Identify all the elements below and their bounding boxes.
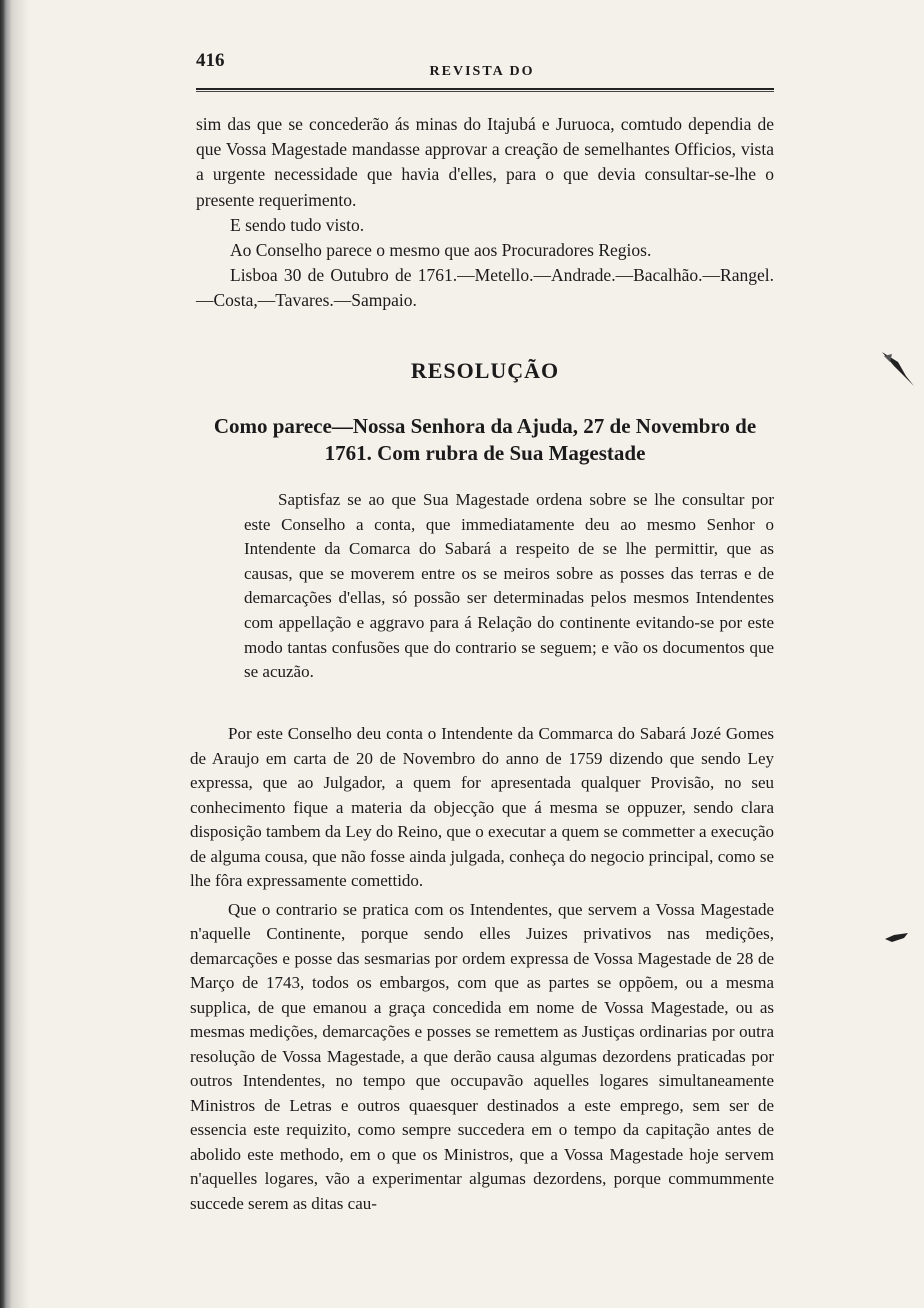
- resolution-text: Como parece—Nossa Senhora da Ajuda, 27 de Novembro de 1761. Com rubra de Sua Magestade: [213, 414, 757, 465]
- scan-ink-mark: [884, 930, 910, 946]
- running-title: REVISTA DO: [429, 64, 535, 79]
- body-paragraph-2: Que o contrario se pratica com os Intendentes, que servem a Vossa Magestade n'aquelle Continente, porque sendo elles Juizes privativos nas medições, demarcações e posse das sesmarias por ordem expressa de Vossa Magestade de 28 de Março de 1743, todos os embargos, com que as partes se oppõem, ou a mesma supplica, de que emanou a graça concedida em nome de Vossa Magestade, ou as mesmas medições, demarcações e posses se remettem as Justiças ordinarias por outra resolução de Vossa Magestade, a que derão causa algumas dezordens praticadas por outros Intendentes, no tempo que occupavão aquelles logares simultaneamente Ministros de Letras e outros quaesquer destinados a este emprego, sem ser de essencia este requizito, como sempre succedera em o tempo da capitação antes de abolido este methodo, em o que os Ministros, que a Vossa Magestade hoje servem n'aquelles logares, vão a experimentar algumas dezordens, porque commummente succede serem as ditas cau-: [190, 899, 774, 1213]
- body-text: [190, 722, 774, 1216]
- quoted-paragraph: Saptisfaz se ao que Sua Magestade ordena sobre se lhe consultar por este Conselho a conta, que immediatamente deu ao mesmo Senhor o Intendente da Comarca do Sabará a respeito de se lhe permittir, que as causas, que se moverem entre os se meiros sobre as posses das terras e de demarcações d'ellas, só possão ser determinadas pelos mesmos Intendentes com appellação e aggravo para á Relação do continente evitando-se por este modo tantas confusões que do contrario se seguem; e vão os documentos que se acuzão.: [244, 490, 774, 682]
- scan-smudge-mark: [878, 346, 918, 390]
- opening-paragraph: sim das que se concederão ás minas do Itajubá e Juruoca, comtudo dependia de que Vossa Magestade mandasse approvar a creação de semelhantes Officios, vista a urgente necessidade que havia d'elles, para o que devia consultar-se-lhe o presente requerimento.: [196, 114, 774, 210]
- quoted-summary: [244, 488, 774, 685]
- opening-line-seen: E sendo tudo visto.: [230, 214, 365, 235]
- council-opinion: Ao Conselho parece o mesmo que aos Procuradores Regios.: [230, 240, 652, 261]
- section-heading: RESOLUÇÃO: [410, 358, 560, 383]
- page-number: 416: [196, 50, 225, 71]
- date-signatures: Lisboa 30 de Outubro de 1761.—Metello.—Andrade.—Bacalhão.—Rangel.—Costa,—Tavares.—Sampaio.: [196, 265, 774, 311]
- header-rule: [196, 88, 774, 92]
- book-binding-edge: [0, 0, 30, 1308]
- opening-section: [196, 112, 774, 314]
- body-paragraph-1: Por este Conselho deu conta o Intendente da Commarca do Sabará Jozé Gomes de Araujo em carta de 20 de Novembro do anno de 1759 dizendo que sendo Ley expressa, que ao Julgador, a quem for apresentada qualquer Provisão, no seu conhecimento fique a materia da objecção que á mesma se oppuzer, sendo clara disposição tambem da Ley do Reino, que o executar a quem se commetter a execução de alguma cousa, que não fosse ainda julgada, conheça do negocio principal, como se lhe fôra expressamente comettido.: [190, 724, 774, 890]
